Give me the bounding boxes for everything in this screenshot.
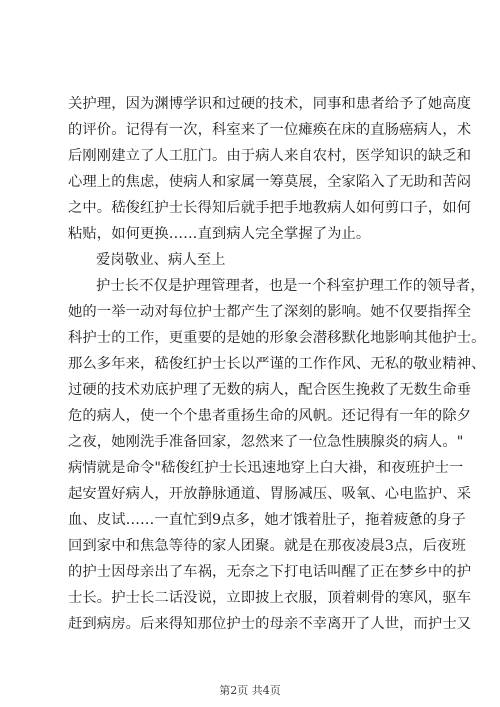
text-line: 病情就是命令"嵇俊红护士长迅速地穿上白大褂，和夜班护士一 — [68, 460, 464, 476]
text-line: 粘贴，如何更换……直到病人完全掌握了为止。 — [68, 226, 371, 242]
text-line: 士长。护士长二话没说，立即披上衣服，顶着刺骨的寒风，驱车 — [68, 590, 472, 606]
text-line: 护士长不仅是护理管理者，也是一个科室护理工作的领导者， — [96, 278, 485, 294]
text-line: 的评价。记得有一次，科室来了一位瘫痪在床的直肠癌病人，术 — [68, 122, 472, 138]
text-line: 那么多年来，嵇俊红护士长以严谨的工作作风、无私的敬业精神、 — [68, 356, 486, 372]
text-line: 后刚刚建立了人工肛门。由于病人来自农村，医学知识的缺乏和 — [68, 148, 472, 164]
text-line: 关护理，因为渊博学识和过硬的技术，同事和患者给予了她高度 — [68, 96, 472, 112]
text-line: 的护士因母亲出了车祸，无奈之下打电话叫醒了正在梦乡中的护 — [68, 564, 472, 580]
text-line: 危的病人，使一个个患者重扬生命的风帆。还记得有一年的除夕 — [68, 408, 472, 424]
page-number-footer: 第2页 共4页 — [219, 684, 281, 697]
text-line: 血、皮试……一直忙到9点多，她才饿着肚子，拖着疲惫的身子 — [68, 512, 466, 528]
section-heading: 爱岗敬业、病人至上 — [96, 252, 226, 268]
text-line: 心理上的焦虑，使病人和家属一筹莫展，全家陷入了无助和苦闷 — [68, 174, 472, 190]
text-line: 科护士的工作，更重要的是她的形象会潜移默化地影响其他护士。 — [68, 330, 486, 346]
text-line: 之中。嵇俊红护士长得知后就手把手地教病人如何剪口子，如何 — [68, 200, 472, 216]
body-text — [68, 91, 486, 637]
text-line: 她的一举一动对每位护士都产生了深刻的影响。她不仅要指挥全 — [68, 304, 472, 320]
text-line: 之夜，她刚洗手准备回家，忽然来了一位急性胰腺炎的病人。" — [68, 434, 464, 450]
text-line: 过硬的技术劝底护理了无数的病人，配合医生挽救了无数生命垂 — [68, 382, 472, 398]
text-line: 回到家中和焦急等待的家人团聚。就是在那夜凌晨3点，后夜班 — [68, 538, 466, 554]
text-line: 起安置好病人，开放静脉通道、胃肠减压、吸氧、心电监护、采 — [68, 486, 472, 502]
text-line: 赶到病房。后来得知那位护士的母亲不幸离开了人世，而护士又 — [68, 616, 472, 632]
